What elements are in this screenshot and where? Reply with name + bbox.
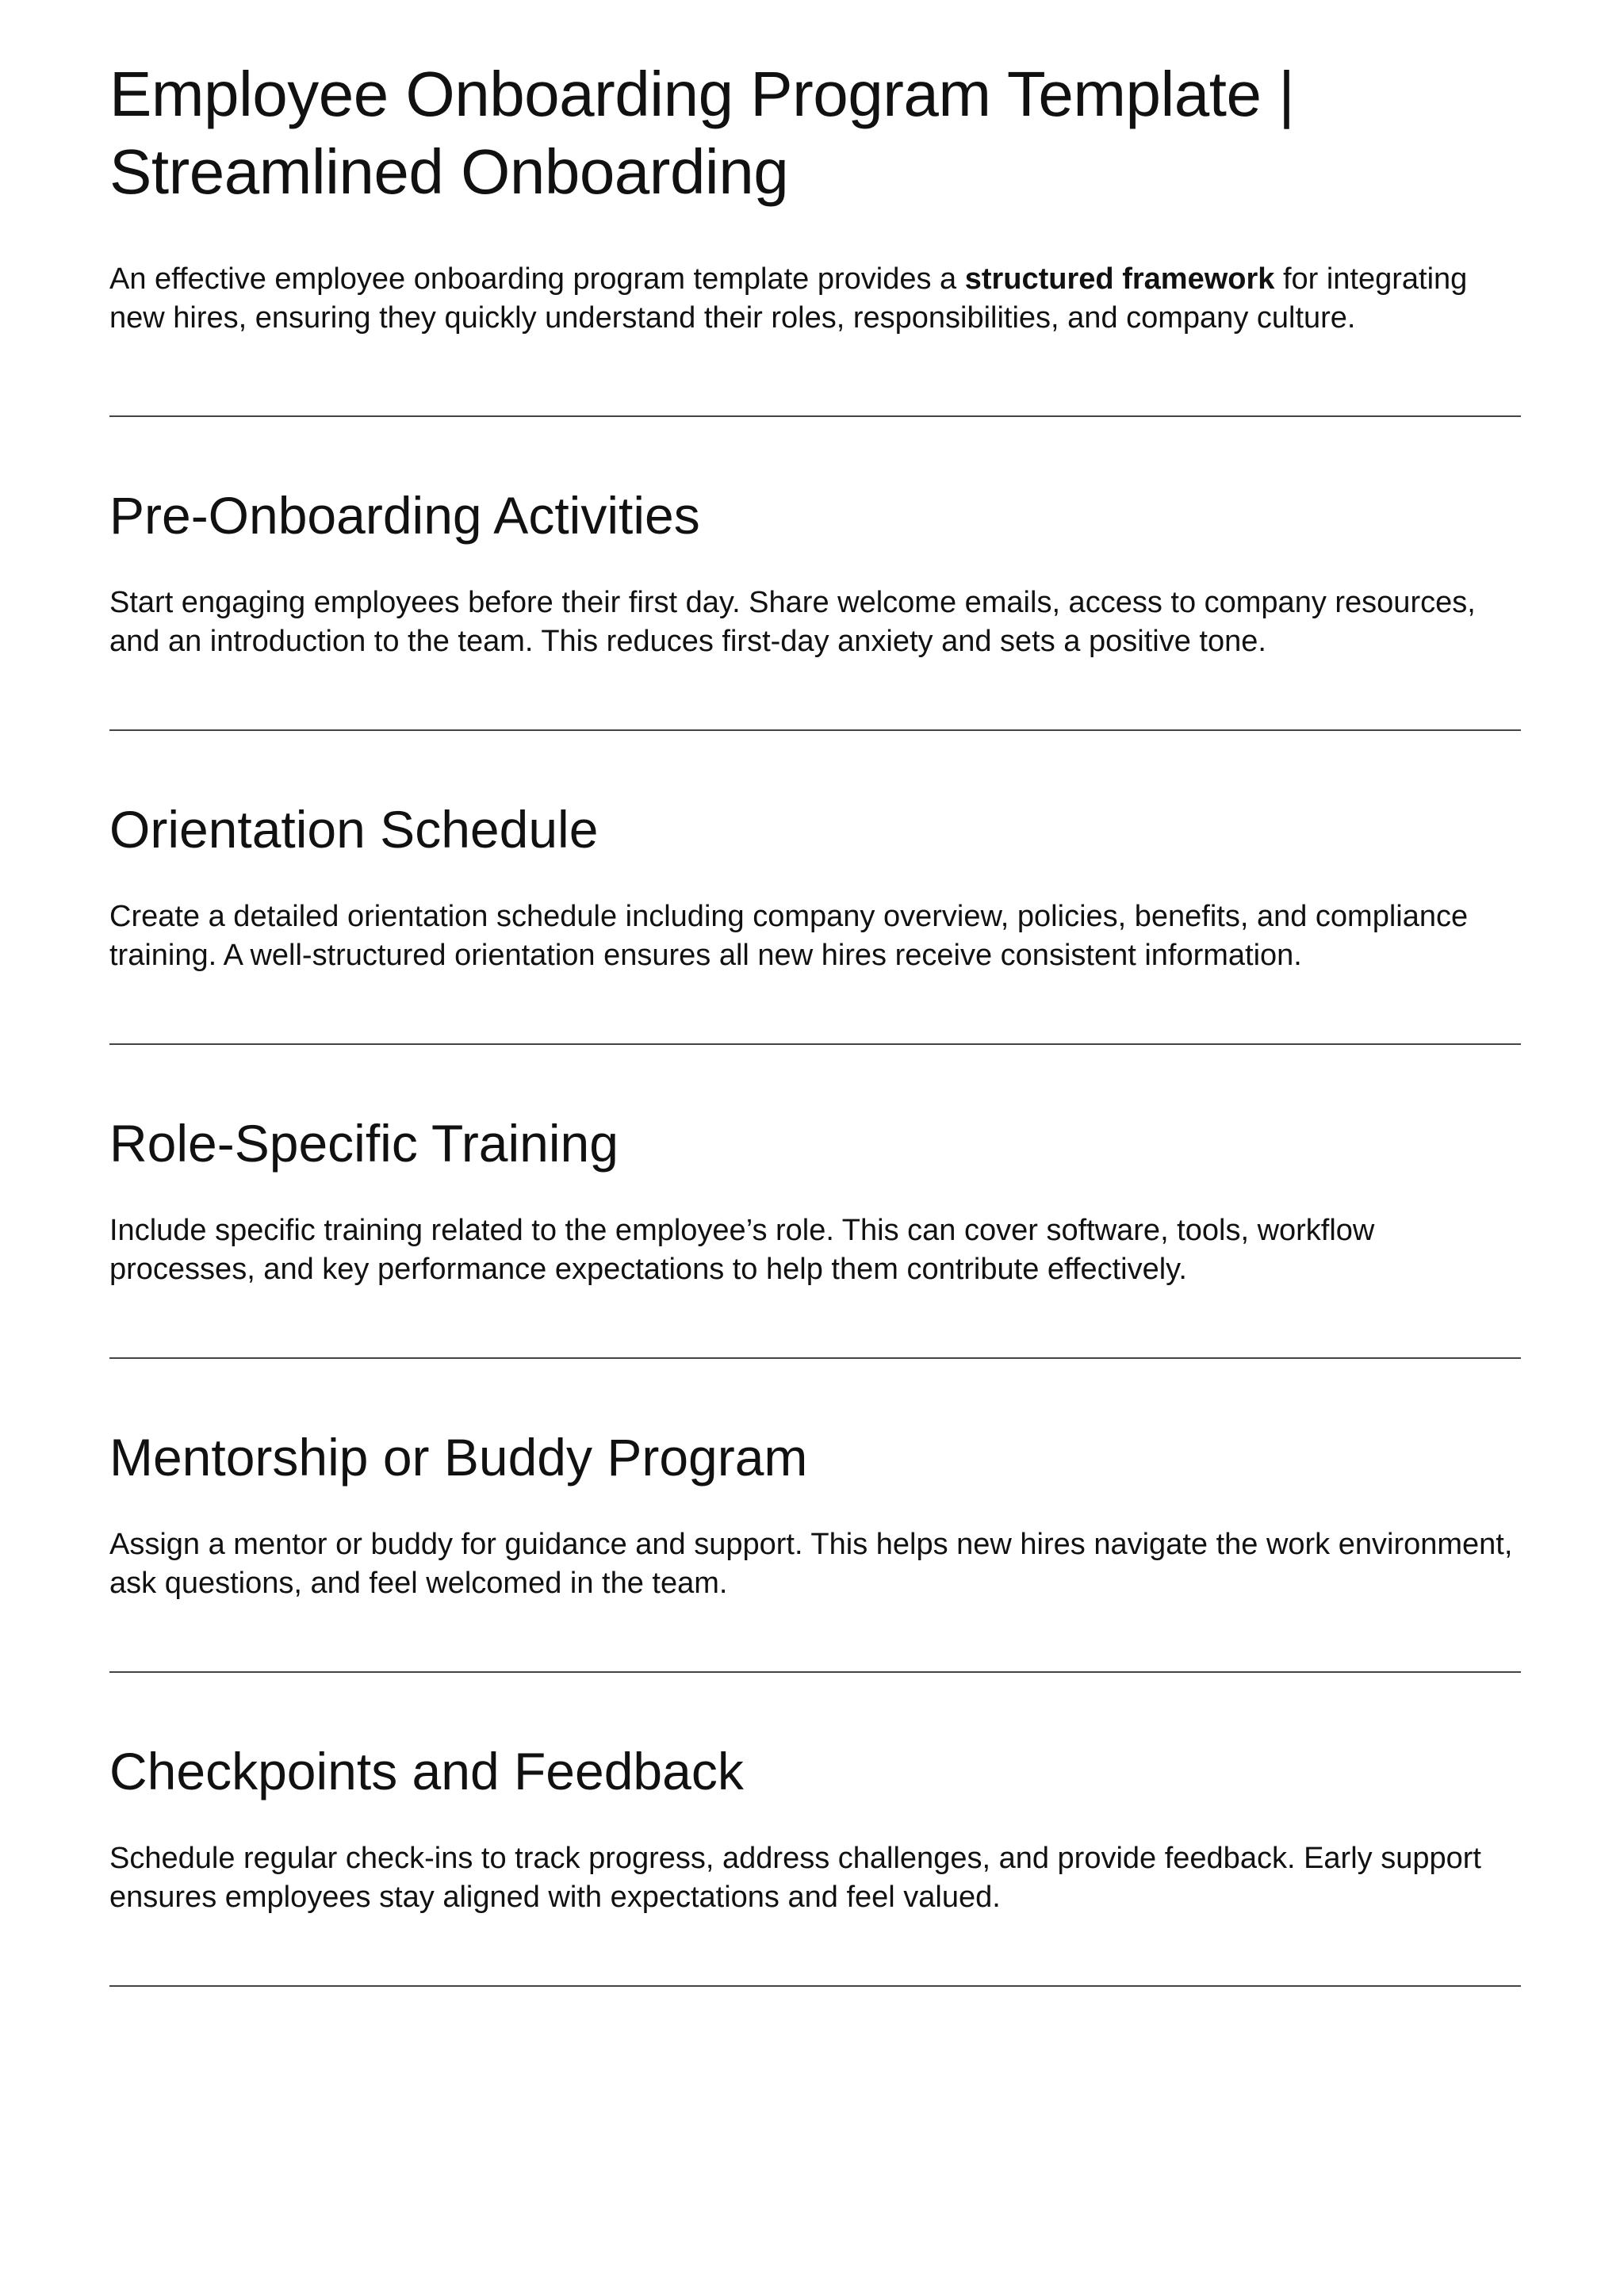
page-title: Employee Onboarding Program Template | Streamlined Onboarding	[109, 59, 1295, 207]
section-body: Create a detailed orientation schedule including company overview, policies, benefits, and compliance training. A well-structured orientation ensures all new hires receive consistent information.	[109, 900, 1469, 972]
section-divider	[109, 729, 1521, 731]
section-body: Start engaging employees before their first day. Share welcome emails, access to company resources, and an introduction to the team. This reduces first-day anxiety and sets a positive tone.	[109, 586, 1476, 658]
section-heading: Role-Specific Training	[109, 1114, 619, 1173]
section-divider	[109, 1671, 1521, 1673]
intro-paragraph	[109, 260, 1521, 338]
section-orientation-schedule	[109, 798, 1521, 975]
section-body: Include specific training related to the employee’s role. This can cover software, tools, workflow processes, and key performance expectations to help them contribute effectively.	[109, 1214, 1375, 1286]
section-body: Schedule regular check-ins to track progress, address challenges, and provide feedback. Early support ensures employees stay aligned with expectations and feel valued.	[109, 1842, 1481, 1914]
section-checkpoints-feedback	[109, 1739, 1521, 1917]
section-role-specific-training	[109, 1112, 1521, 1289]
section-heading: Orientation Schedule	[109, 800, 599, 859]
section-pre-onboarding	[109, 484, 1521, 661]
section-heading: Pre-Onboarding Activities	[109, 486, 700, 545]
section-divider	[109, 415, 1521, 417]
section-divider	[109, 1043, 1521, 1045]
section-heading: Mentorship or Buddy Program	[109, 1428, 808, 1487]
section-mentorship-program	[109, 1425, 1521, 1603]
section-heading: Checkpoints and Feedback	[109, 1742, 744, 1800]
intro-text-end: for integrating new hires, ensuring they quickly understand their roles, responsibilities, and company culture.	[109, 262, 1468, 335]
intro-text-start: An effective employee onboarding program template provides a	[109, 262, 965, 296]
section-divider	[109, 1985, 1521, 1987]
section-divider	[109, 1357, 1521, 1359]
section-body: Assign a mentor or buddy for guidance and support. This helps new hires navigate the work environment, ask questions, and feel welcomed in the team.	[109, 1528, 1513, 1600]
intro-bold-phrase: structured framework	[964, 262, 1275, 296]
